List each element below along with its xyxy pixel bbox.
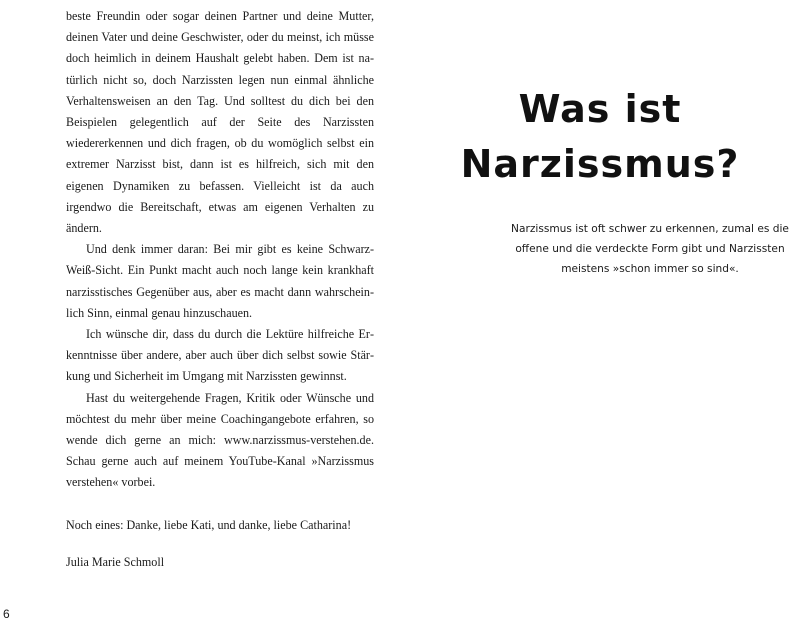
paragraph: Hast du weitergehende Fragen, Kritik oder Wünsche und möchtest du mehr über meine Coachingangebote erfahren, so wende dich gerne an mich: www.narzissmus-verstehen.de. Schau gerne auch auf meinem YouTube-Kanal »Narzissmus verstehen« vorbei. — [66, 390, 374, 490]
paragraph: beste Freundin oder sogar deinen Partner und deine Mutter, deinen Vater und deine Geschwister, oder du meinst, ich müsse doch heimlich in deinem Haushalt gelebt haben. Dem ist natürlich nicht so, doch Narzissten legen nun einmal ähnliche Verhaltensweisen an den Tag. Und solltest du dich bei den Beispielen gelegentlich auf der Seite des Narzissten wiedererkennen und dich fragen, ob du womöglich selbst ein extremer Narzisst bist, dann ist es hilfreich, sich mit den eigenen Dynamiken zu befassen. Vielleicht ist da auch irgendwo die Bereitschaft, etwas am eigenen Verhalten zu ändern. — [66, 9, 374, 236]
right-page — [400, 0, 800, 640]
chapter-title — [340, 82, 800, 192]
chapter-intro: Narzissmus ist oft schwer zu erkennen, zumal es die offene und die verdeckte Form gibt und Narzissten meistens »schon immer so sind«. — [511, 223, 789, 275]
author-signature: Julia Marie Schmoll — [66, 555, 165, 570]
chapter-title-line: Narzissmus? — [460, 142, 740, 186]
chapter-title-line: Was ist — [518, 87, 682, 131]
page-number: 6 — [3, 607, 10, 621]
acknowledgement: Noch eines: Danke, liebe Kati, und danke, liebe Catharina! — [66, 517, 352, 532]
paragraph: Ich wünsche dir, dass du durch die Lektüre hilfreiche Erkenntnisse über andere, aber auch über dich selbst sowie Stärkung und Sicherheit im Umgang mit Narzissten gewinnst. — [66, 327, 374, 384]
paragraph: Und denk immer daran: Bei mir gibt es keine Schwarz-Weiß-Sicht. Ein Punkt macht auch noch lange kein krankhaft narzisstisches Gegenüber aus, aber es macht dann wahrscheinlich Sinn, einmal genau hinzuschauen. — [66, 242, 374, 320]
body-text — [66, 6, 374, 573]
